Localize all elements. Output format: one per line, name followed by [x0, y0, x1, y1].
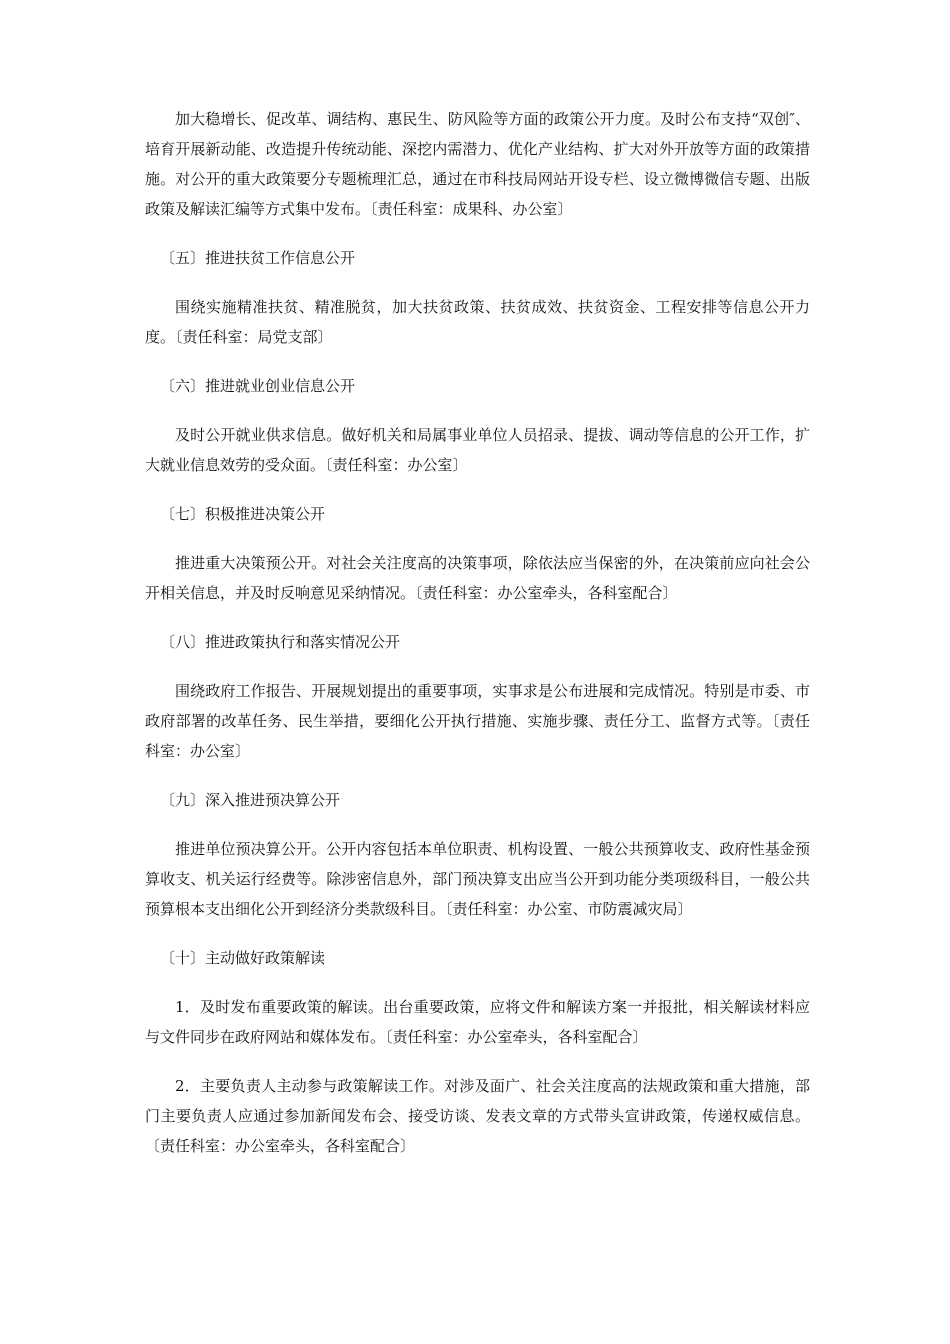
paragraph-policy-interpretation-1: 1．及时发布重要政策的解读。出台重要政策，应将文件和解读方案一并报批，相关解读材料应与文件同步在政府网站和媒体发布。〔责任科室：办公室牵头，各科室配合〕 — [145, 998, 810, 1046]
paragraph-policy-implementation: 围绕政府工作报告、开展规划提出的重要事项，实事求是公布进展和完成情况。特别是市委、市政府部署的改革任务、民生举措，要细化公开执行措施、实施步骤、责任分工、监督方式等。〔责任科室：办公室〕 — [145, 682, 810, 760]
paragraph-decision-disclosure: 推进重大决策预公开。对社会关注度高的决策事项，除依法应当保密的外，在决策前应向社会公开相关信息，并及时反响意见采纳情况。〔责任科室：办公室牵头，各科室配合〕 — [145, 554, 810, 602]
paragraph-policy-disclosure: 加大稳增长、促改革、调结构、惠民生、防风险等方面的政策公开力度。及时公布支持“双创″、培育开展新动能、改造提升传统动能、深挖内需潜力、优化产业结构、扩大对外开放等方面的政策措施。对公开的重大政策要分专题梳理汇总，通过在市科技局网站开设专栏、设立微博微信专题、出版政策及解读汇编等方式集中发布。〔责任科室：成果科、办公室〕 — [145, 110, 810, 218]
section-heading-10: 〔十〕主动做好政策解读 — [160, 949, 326, 967]
section-heading-9: 〔九〕深入推进预决算公开 — [160, 791, 341, 809]
paragraph-budget-disclosure: 推进单位预决算公开。公开内容包括本单位职责、机构设置、一般公共预算收支、政府性基金预算收支、机关运行经费等。除涉密信息外，部门预决算支出应当公开到功能分类项级科目，一般公共预算根本支出细化公开到经济分类款级科目。〔责任科室：办公室、市防震减灾局〕 — [145, 840, 810, 918]
document-body — [145, 104, 810, 1180]
section-heading-5: 〔五〕推进扶贫工作信息公开 — [160, 249, 356, 267]
section-heading-7: 〔七〕积极推进决策公开 — [160, 505, 326, 523]
section-heading-6: 〔六〕推进就业创业信息公开 — [160, 377, 356, 395]
paragraph-poverty-alleviation: 围绕实施精准扶贫、精准脱贫，加大扶贫政策、扶贫成效、扶贫资金、工程安排等信息公开力度。〔责任科室：局党支部〕 — [145, 298, 810, 346]
section-heading-8: 〔八〕推进政策执行和落实情况公开 — [160, 633, 401, 651]
paragraph-employment: 及时公开就业供求信息。做好机关和局属事业单位人员招录、提拔、调动等信息的公开工作，扩大就业信息效劳的受众面。〔责任科室：办公室〕 — [145, 426, 810, 474]
paragraph-policy-interpretation-2: 2．主要负责人主动参与政策解读工作。对涉及面广、社会关注度高的法规政策和重大措施，部门主要负责人应通过参加新闻发布会、接受访谈、发表文章的方式带头宣讲政策，传递权威信息。〔责任科室：办公室牵头，各科室配合〕 — [145, 1077, 810, 1155]
